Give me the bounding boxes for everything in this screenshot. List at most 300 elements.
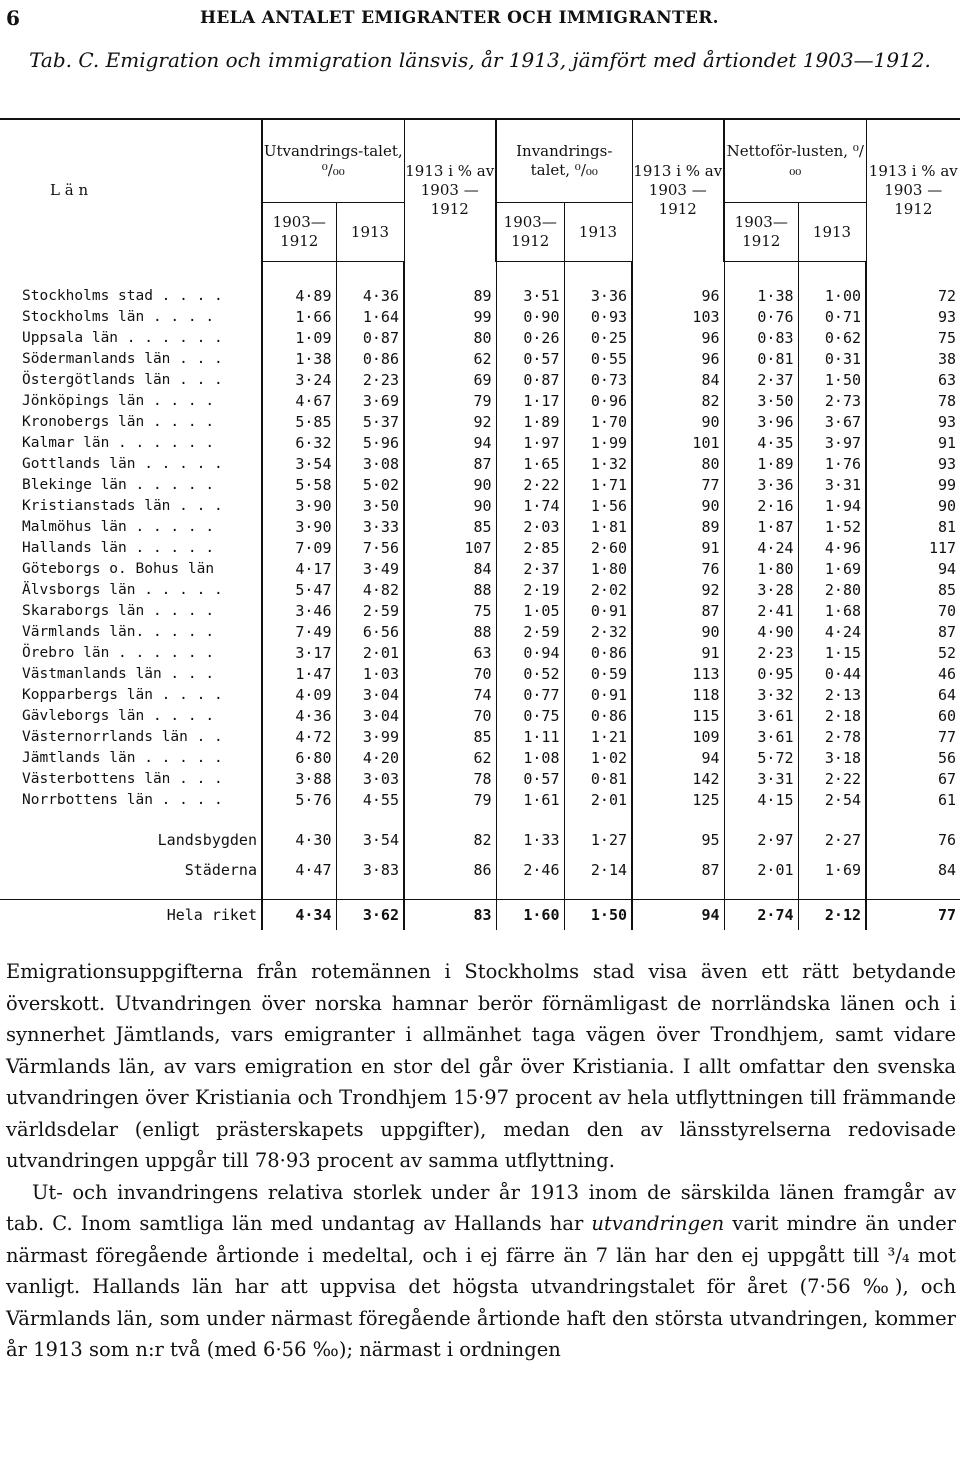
cell-net-pct: 90 bbox=[937, 497, 957, 515]
cell-immig-1913: 1·80 bbox=[564, 559, 632, 580]
cell-emig-1903-1912: 3·90 bbox=[262, 496, 336, 517]
row-label: Södermanlands län . . . bbox=[0, 349, 262, 370]
cell-net-1903-1912: 0·95 bbox=[724, 664, 798, 685]
cell-emig-1913: 2·23 bbox=[336, 370, 404, 391]
cell-emig-1913: 3·69 bbox=[336, 391, 404, 412]
cell-emig-1903-1912: 7·09 bbox=[262, 538, 336, 559]
cell-net-1903-1912: 1·80 bbox=[724, 559, 798, 580]
cell-emig-1903-1912: 5·58 bbox=[262, 475, 336, 496]
cell-net-pct: 93 bbox=[937, 455, 957, 473]
table-row bbox=[0, 559, 960, 580]
table-row bbox=[0, 643, 960, 664]
row-label: Gottlands län . . . . . bbox=[0, 454, 262, 475]
cell-net-1903-1912: 3·28 bbox=[724, 580, 798, 601]
cell-net-1903-1912: 5·72 bbox=[724, 748, 798, 769]
cell-emig-1903-1912: 3·24 bbox=[262, 370, 336, 391]
cell-immig-1913: 2·01 bbox=[564, 790, 632, 811]
emigration-pct-header: 1913 i % av 1903 —1912 bbox=[404, 119, 496, 262]
row-label: Västerbottens län . . . bbox=[0, 769, 262, 790]
cell-emig-1913: 4·82 bbox=[336, 580, 404, 601]
cell-emig-pct: 74 bbox=[404, 685, 496, 706]
cell-immig-pct: 103 bbox=[632, 307, 724, 328]
cell-net-pct: 117 bbox=[928, 539, 957, 557]
cell-net-1913: 3·67 bbox=[798, 412, 866, 433]
cell-emig-pct: 75 bbox=[404, 601, 496, 622]
cell-emig-1903-1912: 1·66 bbox=[262, 307, 336, 328]
cell-emig-1903-1912: 4·36 bbox=[262, 706, 336, 727]
cell-net-1903-1912: 1·87 bbox=[724, 517, 798, 538]
cell-emig-1903-1912: 1·47 bbox=[262, 664, 336, 685]
cell-immig-1913: 0·96 bbox=[564, 391, 632, 412]
cell-immig-1903-1912: 0·77 bbox=[496, 685, 564, 706]
cell-emig-1903-1912: 4·72 bbox=[262, 727, 336, 748]
cell-emig-1913: 1·64 bbox=[336, 307, 404, 328]
row-label: Stockholms län . . . . bbox=[0, 307, 262, 328]
row-label: Blekinge län . . . . . bbox=[0, 475, 262, 496]
total-row bbox=[0, 900, 960, 931]
cell-net-1913: 2·80 bbox=[798, 580, 866, 601]
row-label: Landsbygden bbox=[0, 825, 262, 855]
cell-immig-1913: 1·71 bbox=[564, 475, 632, 496]
row-label: Kronobergs län . . . . bbox=[0, 412, 262, 433]
cell-emig-1903-1912: 5·76 bbox=[262, 790, 336, 811]
col-lan-header: L ä n bbox=[0, 119, 262, 262]
cell-immig-pct: 96 bbox=[632, 328, 724, 349]
cell-immig-1913: 2·14 bbox=[564, 855, 632, 885]
cell-net-1903-1912: 0·83 bbox=[724, 328, 798, 349]
cell-immig-1903-1912: 3·51 bbox=[496, 286, 564, 307]
row-label: Stockholms stad . . . . bbox=[0, 286, 262, 307]
cell-immig-1903-1912: 2·59 bbox=[496, 622, 564, 643]
cell-net-1913: 1·50 bbox=[798, 370, 866, 391]
cell-net-1913: 2·78 bbox=[798, 727, 866, 748]
cell-emig-pct: 84 bbox=[404, 559, 496, 580]
cell-immig-1913: 1·50 bbox=[564, 900, 632, 931]
cell-immig-1913: 2·32 bbox=[564, 622, 632, 643]
cell-immig-1903-1912: 0·57 bbox=[496, 349, 564, 370]
cell-net-1913: 1·15 bbox=[798, 643, 866, 664]
cell-immig-1903-1912: 2·46 bbox=[496, 855, 564, 885]
cell-net-pct: 99 bbox=[937, 476, 957, 494]
row-label: Malmöhus län . . . . . bbox=[0, 517, 262, 538]
cell-net-1903-1912: 3·96 bbox=[724, 412, 798, 433]
cell-emig-pct: 85 bbox=[404, 727, 496, 748]
cell-net-pct: 81 bbox=[937, 518, 957, 536]
cell-net-pct: 78 bbox=[937, 392, 957, 410]
cell-net-1903-1912: 2·97 bbox=[724, 825, 798, 855]
cell-immig-pct: 87 bbox=[632, 855, 724, 885]
cell-immig-pct: 89 bbox=[632, 517, 724, 538]
cell-immig-1903-1912: 1·08 bbox=[496, 748, 564, 769]
cell-emig-1903-1912: 1·38 bbox=[262, 349, 336, 370]
row-label: Gävleborgs län . . . . bbox=[0, 706, 262, 727]
cell-net-1913: 1·69 bbox=[798, 855, 866, 885]
cell-immig-1913: 1·02 bbox=[564, 748, 632, 769]
cell-immig-1913: 1·32 bbox=[564, 454, 632, 475]
cell-immig-1913: 2·02 bbox=[564, 580, 632, 601]
cell-net-1913: 4·24 bbox=[798, 622, 866, 643]
cell-emig-1913: 2·01 bbox=[336, 643, 404, 664]
table-row bbox=[0, 580, 960, 601]
table-row bbox=[0, 391, 960, 412]
table-row bbox=[0, 622, 960, 643]
cell-emig-1913: 4·36 bbox=[336, 286, 404, 307]
cell-immig-1903-1912: 1·17 bbox=[496, 391, 564, 412]
cell-emig-1903-1912: 3·17 bbox=[262, 643, 336, 664]
cell-immig-pct: 90 bbox=[632, 622, 724, 643]
cell-emig-1913: 6·56 bbox=[336, 622, 404, 643]
cell-emig-1903-1912: 3·90 bbox=[262, 517, 336, 538]
cell-emig-pct: 78 bbox=[404, 769, 496, 790]
row-label: Uppsala län . . . . . . bbox=[0, 328, 262, 349]
cell-net-pct: 76 bbox=[937, 831, 957, 849]
cell-emig-1903-1912: 4·34 bbox=[262, 900, 336, 931]
cell-immig-pct: 96 bbox=[632, 286, 724, 307]
cell-emig-1913: 3·50 bbox=[336, 496, 404, 517]
cell-net-1913: 1·00 bbox=[798, 286, 866, 307]
cell-emig-1913: 4·20 bbox=[336, 748, 404, 769]
row-label: Jämtlands län . . . . . bbox=[0, 748, 262, 769]
cell-net-1913: 0·44 bbox=[798, 664, 866, 685]
table-row bbox=[0, 496, 960, 517]
cell-net-1903-1912: 4·15 bbox=[724, 790, 798, 811]
cell-emig-1913: 3·08 bbox=[336, 454, 404, 475]
cell-immig-1913: 0·86 bbox=[564, 706, 632, 727]
cell-emig-pct: 85 bbox=[404, 517, 496, 538]
cell-emig-1903-1912: 7·49 bbox=[262, 622, 336, 643]
cell-emig-1913: 2·59 bbox=[336, 601, 404, 622]
paragraph-1: Emigrationsuppgifterna från rotemännen i Stockholms stad visa även ett rätt betydande överskott. Utvandringen över norska hamnar berör förnämligast de norrländska länen och i synnerhet Jämtlands, vars emigranter i allmänhet taga vägen över Trondhjem, samt vidare Värmlands län, av vars emigration en stor del går över Kristiania. I allt omfattar den svenska utvandringen över Kristiania och Trondhjem 15·97 procent av hela utflyttningen till främmande världsdelar (enligt prästerskapets uppgifter), medan den av länsstyrelserna redovisade utvandringen uppgår till 78·93 procent av samma utflyttning. bbox=[6, 960, 956, 1172]
cell-net-1903-1912: 4·35 bbox=[724, 433, 798, 454]
cell-immig-pct: 94 bbox=[632, 748, 724, 769]
cell-net-pct: 91 bbox=[937, 434, 957, 452]
cell-net-1903-1912: 3·61 bbox=[724, 706, 798, 727]
row-label: Kristianstads län . . . bbox=[0, 496, 262, 517]
cell-net-1913: 1·76 bbox=[798, 454, 866, 475]
cell-net-1903-1912: 2·01 bbox=[724, 855, 798, 885]
cell-net-1903-1912: 2·23 bbox=[724, 643, 798, 664]
cell-immig-1913: 0·81 bbox=[564, 769, 632, 790]
cell-net-1903-1912: 2·37 bbox=[724, 370, 798, 391]
table-row bbox=[0, 433, 960, 454]
cell-net-pct: 93 bbox=[937, 413, 957, 431]
table-row bbox=[0, 475, 960, 496]
cell-emig-1913: 5·02 bbox=[336, 475, 404, 496]
cell-immig-1903-1912: 1·65 bbox=[496, 454, 564, 475]
cell-net-1913: 2·73 bbox=[798, 391, 866, 412]
cell-immig-1903-1912: 1·11 bbox=[496, 727, 564, 748]
cell-emig-pct: 70 bbox=[404, 664, 496, 685]
cell-immig-1913: 0·73 bbox=[564, 370, 632, 391]
cell-net-pct: 61 bbox=[937, 791, 957, 809]
cell-net-pct: 52 bbox=[937, 644, 957, 662]
cell-net-1903-1912: 3·61 bbox=[724, 727, 798, 748]
cell-net-1913: 2·13 bbox=[798, 685, 866, 706]
cell-net-1913: 3·18 bbox=[798, 748, 866, 769]
cell-immig-pct: 96 bbox=[632, 349, 724, 370]
cell-immig-1903-1912: 0·75 bbox=[496, 706, 564, 727]
row-label: Göteborgs o. Bohus län bbox=[0, 559, 262, 580]
row-label: Hallands län . . . . . bbox=[0, 538, 262, 559]
row-label: Städerna bbox=[0, 855, 262, 885]
cell-emig-1903-1912: 5·47 bbox=[262, 580, 336, 601]
cell-net-pct: 77 bbox=[937, 728, 957, 746]
cell-net-pct: 56 bbox=[937, 749, 957, 767]
cell-net-pct: 84 bbox=[937, 861, 957, 879]
spacer-row bbox=[0, 885, 960, 900]
cell-net-1913: 3·97 bbox=[798, 433, 866, 454]
cell-net-pct: 70 bbox=[937, 602, 957, 620]
cell-net-1913: 2·22 bbox=[798, 769, 866, 790]
immig-period-header: 1903— 1912 bbox=[496, 203, 564, 262]
cell-emig-1913: 1·03 bbox=[336, 664, 404, 685]
paragraph-2 bbox=[6, 1177, 956, 1366]
table-row bbox=[0, 706, 960, 727]
cell-emig-1903-1912: 4·30 bbox=[262, 825, 336, 855]
cell-net-pct: 75 bbox=[937, 329, 957, 347]
cell-immig-1913: 0·59 bbox=[564, 664, 632, 685]
row-label: Östergötlands län . . . bbox=[0, 370, 262, 391]
cell-immig-pct: 118 bbox=[632, 685, 724, 706]
cell-immig-1913: 0·93 bbox=[564, 307, 632, 328]
cell-immig-pct: 142 bbox=[632, 769, 724, 790]
cell-emig-1903-1912: 6·80 bbox=[262, 748, 336, 769]
immig-year-header: 1913 bbox=[564, 203, 632, 262]
summary-row bbox=[0, 855, 960, 885]
cell-emig-1913: 3·49 bbox=[336, 559, 404, 580]
table-row bbox=[0, 328, 960, 349]
cell-immig-1913: 0·25 bbox=[564, 328, 632, 349]
table-row bbox=[0, 601, 960, 622]
cell-emig-1903-1912: 5·85 bbox=[262, 412, 336, 433]
cell-immig-pct: 94 bbox=[632, 900, 724, 931]
cell-immig-pct: 90 bbox=[632, 412, 724, 433]
row-label: Örebro län . . . . . . bbox=[0, 643, 262, 664]
row-label: Hela riket bbox=[0, 900, 262, 931]
cell-net-1913: 2·18 bbox=[798, 706, 866, 727]
cell-immig-1903-1912: 2·22 bbox=[496, 475, 564, 496]
cell-net-1913: 0·31 bbox=[798, 349, 866, 370]
net-loss-pct-header: 1913 i % av 1903 —1912 bbox=[868, 162, 958, 219]
cell-net-pct: 67 bbox=[937, 770, 957, 788]
cell-immig-pct: 87 bbox=[632, 601, 724, 622]
cell-immig-pct: 91 bbox=[632, 538, 724, 559]
cell-net-pct: 38 bbox=[937, 350, 957, 368]
cell-immig-1913: 1·56 bbox=[564, 496, 632, 517]
cell-emig-pct: 90 bbox=[404, 475, 496, 496]
cell-immig-1913: 3·36 bbox=[564, 286, 632, 307]
cell-emig-pct: 63 bbox=[404, 643, 496, 664]
cell-net-1913: 1·69 bbox=[798, 559, 866, 580]
cell-emig-pct: 89 bbox=[404, 286, 496, 307]
table-row bbox=[0, 685, 960, 706]
cell-immig-1903-1912: 0·52 bbox=[496, 664, 564, 685]
paragraph-2-part-a: Ut- och invandringens relativa storlek under år 1913 inom de särskilda länen framgår av tab. C. Inom samtliga län med undantag av Hallands har bbox=[6, 1180, 956, 1235]
cell-immig-1903-1912: 2·03 bbox=[496, 517, 564, 538]
cell-immig-1913: 1·21 bbox=[564, 727, 632, 748]
row-label: Kalmar län . . . . . . bbox=[0, 433, 262, 454]
cell-emig-1913: 7·56 bbox=[336, 538, 404, 559]
cell-net-1913: 0·62 bbox=[798, 328, 866, 349]
cell-immig-pct: 92 bbox=[632, 580, 724, 601]
cell-emig-pct: 69 bbox=[404, 370, 496, 391]
cell-net-1913: 1·94 bbox=[798, 496, 866, 517]
cell-immig-1913: 0·55 bbox=[564, 349, 632, 370]
cell-immig-pct: 125 bbox=[632, 790, 724, 811]
cell-emig-pct: 86 bbox=[404, 855, 496, 885]
row-label: Kopparbergs län . . . . bbox=[0, 685, 262, 706]
cell-net-1903-1912: 4·24 bbox=[724, 538, 798, 559]
cell-immig-1913: 0·91 bbox=[564, 601, 632, 622]
cell-net-1903-1912: 3·36 bbox=[724, 475, 798, 496]
row-label: Västernorrlands län . . bbox=[0, 727, 262, 748]
emig-period-header: 1903— 1912 bbox=[262, 203, 336, 262]
cell-emig-1913: 0·86 bbox=[336, 349, 404, 370]
cell-net-pct: 64 bbox=[937, 686, 957, 704]
spacer-row bbox=[0, 811, 960, 825]
cell-net-pct: 85 bbox=[937, 581, 957, 599]
table-row bbox=[0, 286, 960, 307]
cell-immig-pct: 91 bbox=[632, 643, 724, 664]
caption-title: Emigration och immigration länsvis, år 1913, jämfört med årtiondet 1903—1912. bbox=[105, 48, 931, 72]
table-row bbox=[0, 517, 960, 538]
cell-emig-1903-1912: 3·88 bbox=[262, 769, 336, 790]
row-label: Skaraborgs län . . . . bbox=[0, 601, 262, 622]
cell-emig-1913: 5·37 bbox=[336, 412, 404, 433]
row-label: Värmlands län. . . . . bbox=[0, 622, 262, 643]
cell-emig-pct: 79 bbox=[404, 391, 496, 412]
table-row bbox=[0, 790, 960, 811]
cell-immig-1903-1912: 1·74 bbox=[496, 496, 564, 517]
cell-net-1903-1912: 1·89 bbox=[724, 454, 798, 475]
table-row bbox=[0, 370, 960, 391]
net-period-header: 1903— 1912 bbox=[724, 203, 798, 262]
table-row bbox=[0, 664, 960, 685]
cell-net-pct: 93 bbox=[937, 308, 957, 326]
cell-immig-pct: 84 bbox=[632, 370, 724, 391]
cell-emig-1913: 3·04 bbox=[336, 706, 404, 727]
cell-immig-1903-1912: 1·60 bbox=[496, 900, 564, 931]
cell-emig-1903-1912: 4·47 bbox=[262, 855, 336, 885]
cell-immig-pct: 76 bbox=[632, 559, 724, 580]
cell-immig-1903-1912: 0·90 bbox=[496, 307, 564, 328]
cell-net-1903-1912: 2·16 bbox=[724, 496, 798, 517]
cell-net-1913: 2·54 bbox=[798, 790, 866, 811]
cell-net-1903-1912: 3·31 bbox=[724, 769, 798, 790]
row-label: Älvsborgs län . . . . . bbox=[0, 580, 262, 601]
table-row bbox=[0, 454, 960, 475]
emig-year-header: 1913 bbox=[336, 203, 404, 262]
cell-immig-1903-1912: 0·87 bbox=[496, 370, 564, 391]
emigration-group-header: Utvandrings-talet, ⁰/₀₀ bbox=[262, 119, 404, 203]
running-head bbox=[0, 6, 960, 30]
cell-emig-1913: 3·03 bbox=[336, 769, 404, 790]
cell-net-1903-1912: 0·81 bbox=[724, 349, 798, 370]
cell-immig-1903-1912: 1·61 bbox=[496, 790, 564, 811]
cell-net-1903-1912: 3·32 bbox=[724, 685, 798, 706]
cell-net-1903-1912: 3·50 bbox=[724, 391, 798, 412]
cell-immig-1903-1912: 0·94 bbox=[496, 643, 564, 664]
cell-net-1913: 1·68 bbox=[798, 601, 866, 622]
page-number: 6 bbox=[6, 6, 20, 30]
cell-immig-pct: 90 bbox=[632, 496, 724, 517]
table-row bbox=[0, 349, 960, 370]
cell-immig-pct: 109 bbox=[632, 727, 724, 748]
cell-immig-1903-1912: 2·85 bbox=[496, 538, 564, 559]
cell-emig-pct: 62 bbox=[404, 748, 496, 769]
cell-emig-1913: 3·83 bbox=[336, 855, 404, 885]
cell-emig-pct: 70 bbox=[404, 706, 496, 727]
cell-net-1913: 4·96 bbox=[798, 538, 866, 559]
cell-net-1913: 2·27 bbox=[798, 825, 866, 855]
cell-immig-1913: 1·99 bbox=[564, 433, 632, 454]
emigration-table bbox=[0, 118, 960, 930]
row-label: Västmanlands län . . . bbox=[0, 664, 262, 685]
body-text bbox=[6, 956, 956, 1366]
cell-net-1913: 3·31 bbox=[798, 475, 866, 496]
net-loss-group-header: Nettoför-lusten, ⁰/₀₀ bbox=[724, 119, 866, 203]
cell-immig-pct: 115 bbox=[632, 706, 724, 727]
cell-net-pct: 63 bbox=[937, 371, 957, 389]
cell-emig-1903-1912: 6·32 bbox=[262, 433, 336, 454]
cell-net-pct: 87 bbox=[937, 623, 957, 641]
cell-net-pct: 72 bbox=[937, 287, 957, 305]
table-row bbox=[0, 412, 960, 433]
caption-label: Tab. C. bbox=[29, 48, 100, 72]
cell-immig-pct: 113 bbox=[632, 664, 724, 685]
paragraph-2-part-b: varit mindre än under närmast föregående årtionde i medeltal, och i ej färre än 7 län har den ej uppgått till ³/₄ mot vanligt. Hallands län har att uppvisa det högsta utvandringstalet för året (7·56 ‰), och Värmlands län, som under närmast föregående årtionde haft den största utvandringen, kommer år 1913 som n:r två (med 6·56 ‰); närmast i ordningen bbox=[6, 1212, 956, 1361]
table-row bbox=[0, 538, 960, 559]
paragraph-2-emphasis: utvandringen bbox=[591, 1212, 725, 1235]
cell-emig-1913: 3·99 bbox=[336, 727, 404, 748]
cell-immig-1903-1912: 1·05 bbox=[496, 601, 564, 622]
cell-immig-1903-1912: 0·26 bbox=[496, 328, 564, 349]
table-caption bbox=[0, 46, 960, 74]
table-row bbox=[0, 727, 960, 748]
cell-emig-1903-1912: 4·67 bbox=[262, 391, 336, 412]
cell-net-1913: 1·52 bbox=[798, 517, 866, 538]
cell-emig-pct: 87 bbox=[404, 454, 496, 475]
cell-emig-1913: 3·04 bbox=[336, 685, 404, 706]
cell-immig-pct: 101 bbox=[632, 433, 724, 454]
cell-emig-1913: 3·33 bbox=[336, 517, 404, 538]
table-row bbox=[0, 307, 960, 328]
cell-emig-pct: 99 bbox=[404, 307, 496, 328]
cell-net-1903-1912: 2·74 bbox=[724, 900, 798, 931]
cell-net-pct: 77 bbox=[866, 900, 960, 931]
cell-immig-1913: 1·27 bbox=[564, 825, 632, 855]
cell-net-1903-1912: 0·76 bbox=[724, 307, 798, 328]
cell-immig-pct: 77 bbox=[632, 475, 724, 496]
cell-emig-pct: 79 bbox=[404, 790, 496, 811]
header-row bbox=[0, 119, 960, 203]
running-title: HELA ANTALET EMIGRANTER OCH IMMIGRANTER. bbox=[200, 8, 719, 28]
cell-immig-1903-1912: 2·37 bbox=[496, 559, 564, 580]
cell-net-pct: 94 bbox=[937, 560, 957, 578]
cell-immig-1903-1912: 1·97 bbox=[496, 433, 564, 454]
cell-immig-1913: 2·60 bbox=[564, 538, 632, 559]
cell-emig-pct: 88 bbox=[404, 580, 496, 601]
spacer-row bbox=[0, 262, 960, 287]
cell-emig-1903-1912: 3·54 bbox=[262, 454, 336, 475]
cell-emig-1913: 0·87 bbox=[336, 328, 404, 349]
cell-net-pct: 60 bbox=[937, 707, 957, 725]
cell-emig-1913: 3·54 bbox=[336, 825, 404, 855]
cell-net-1903-1912: 2·41 bbox=[724, 601, 798, 622]
cell-immig-1903-1912: 1·33 bbox=[496, 825, 564, 855]
row-label: Jönköpings län . . . . bbox=[0, 391, 262, 412]
summary-row bbox=[0, 825, 960, 855]
